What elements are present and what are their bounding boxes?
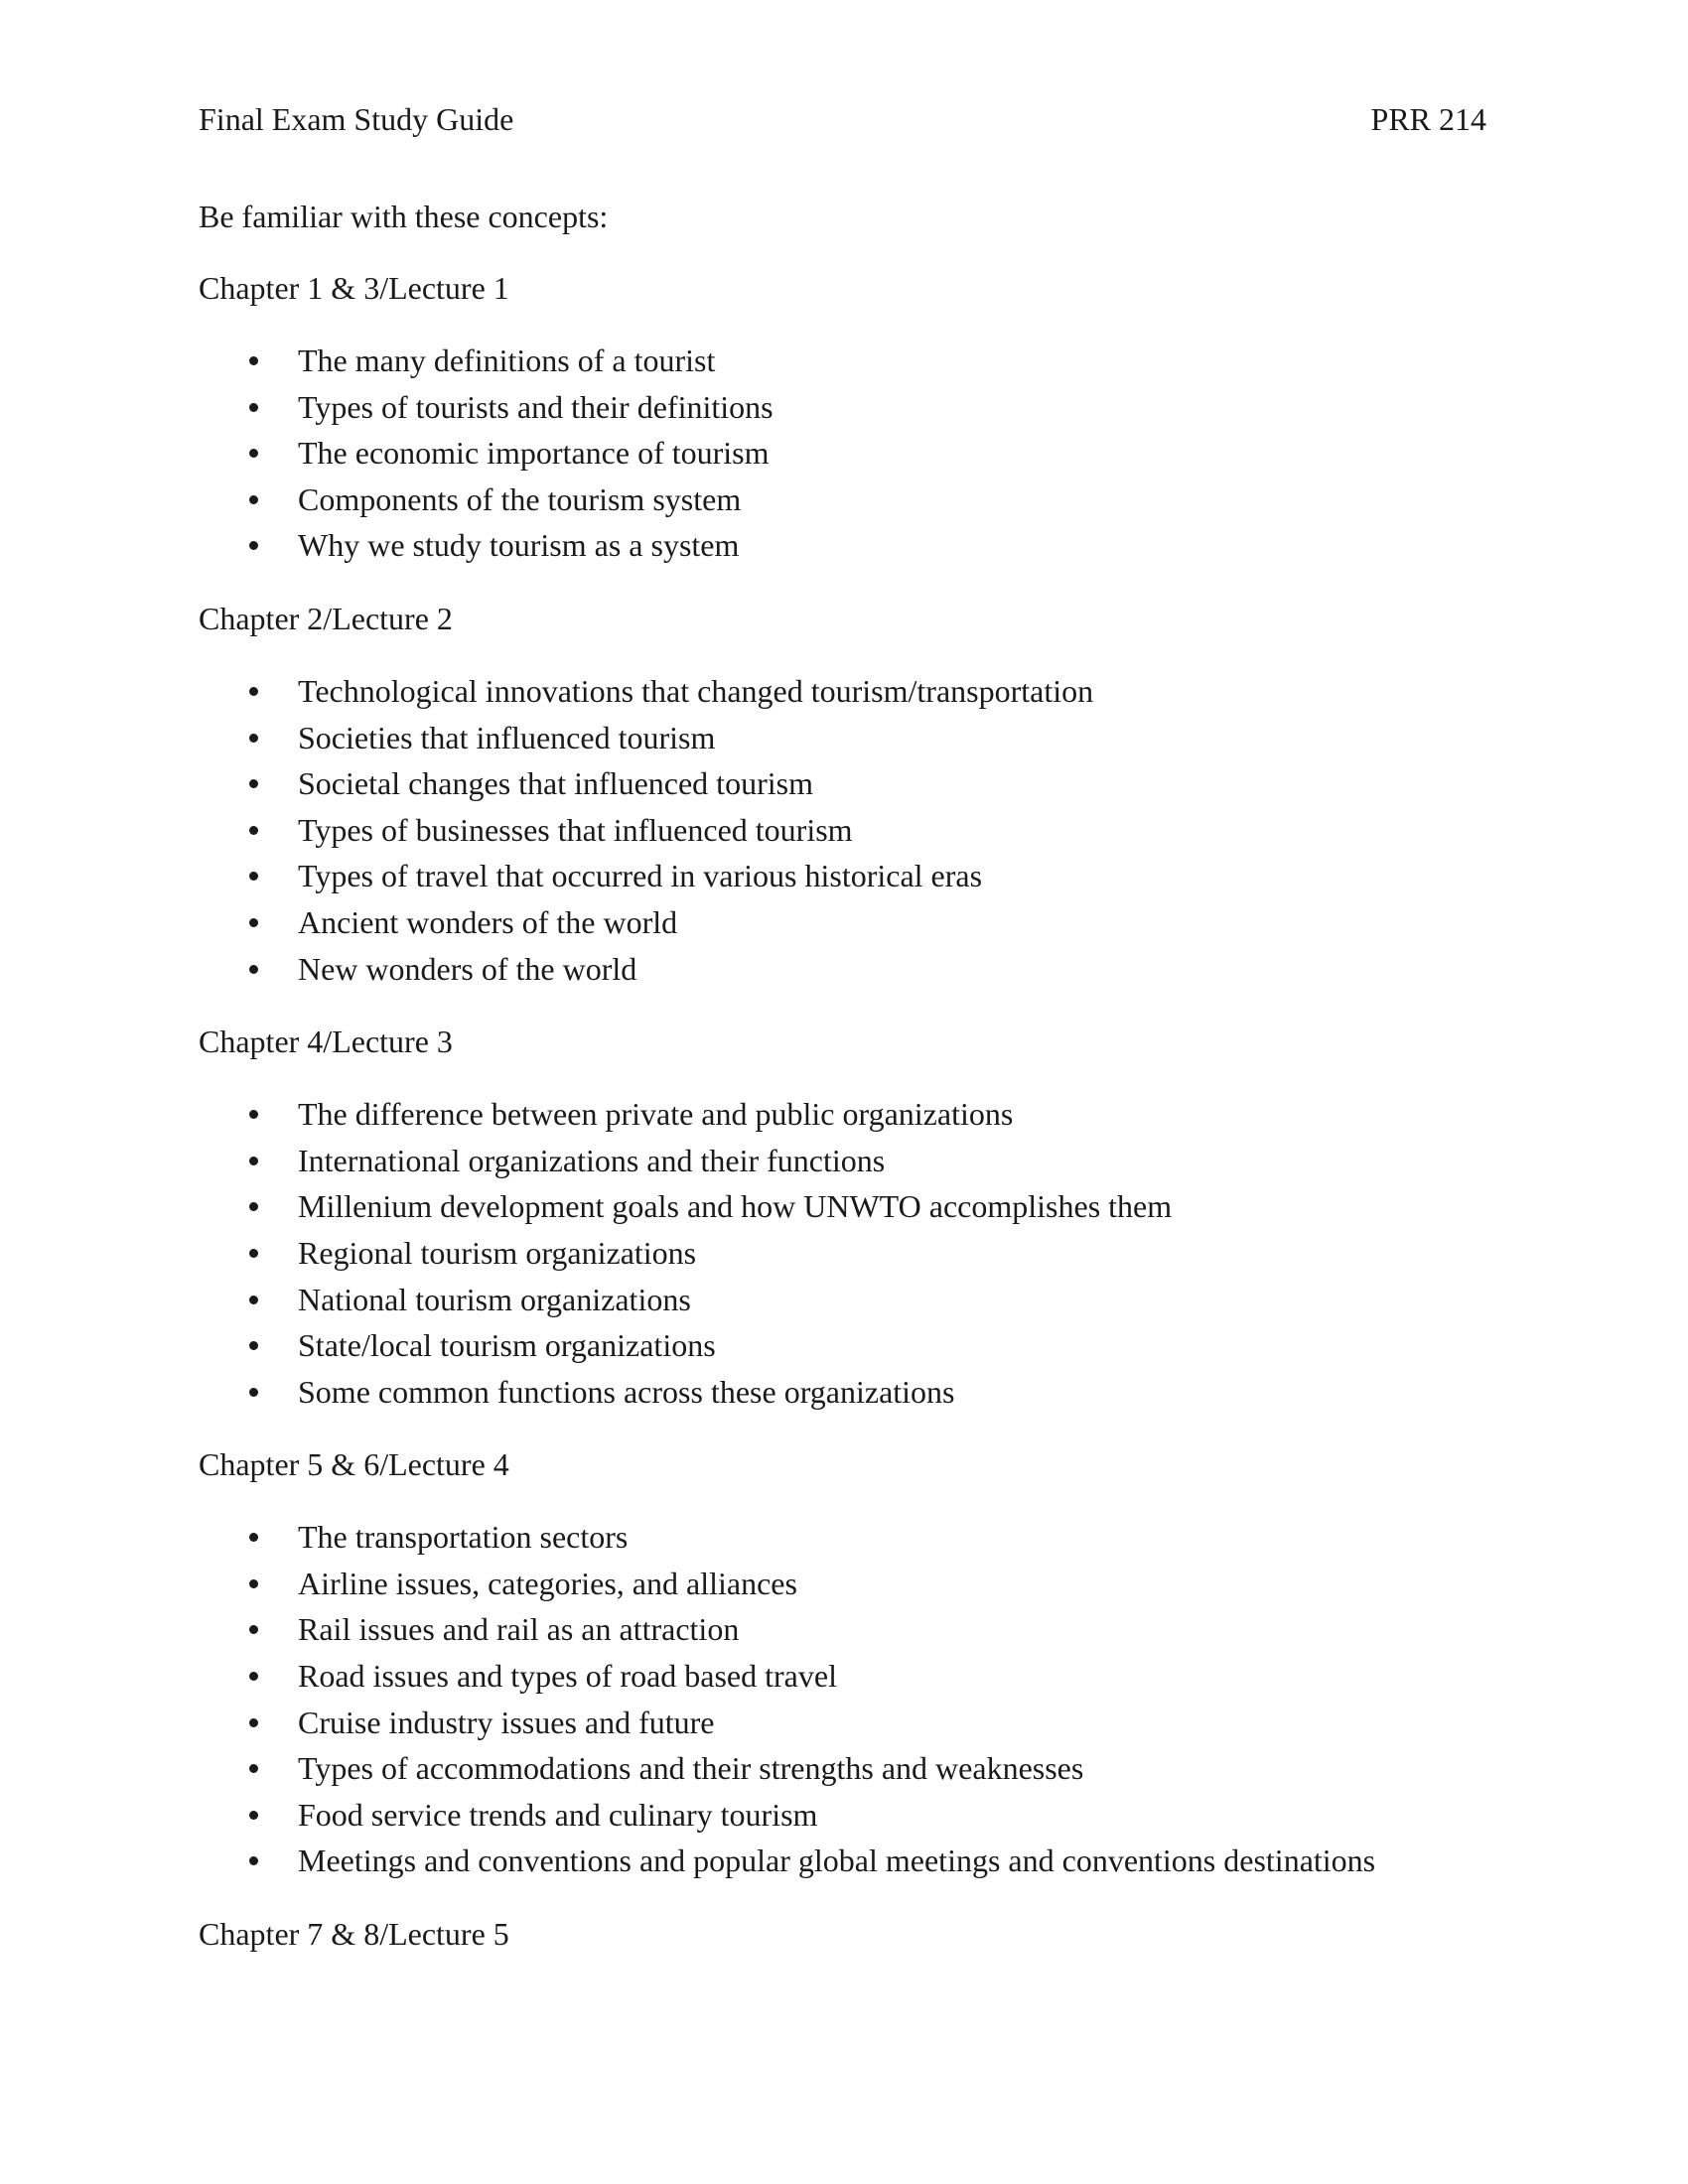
document-body xyxy=(199,195,1489,1956)
list-item: Why we study tourism as a system xyxy=(199,522,1489,569)
list-item: The economic importance of tourism xyxy=(199,430,1489,477)
list-item: Technological innovations that changed tourism/transportation xyxy=(199,668,1489,715)
section-heading: Chapter 4/Lecture 3 xyxy=(199,1024,453,1060)
list-item: Types of accommodations and their strengths and weaknesses xyxy=(199,1745,1489,1792)
list-item: State/local tourism organizations xyxy=(199,1322,1489,1369)
list-item: Societies that influenced tourism xyxy=(199,715,1489,761)
course-code: PRR 214 xyxy=(1370,101,1486,137)
list-item: Types of tourists and their definitions xyxy=(199,384,1489,431)
bullet-list xyxy=(199,1514,1489,1884)
sections-container xyxy=(199,266,1489,1956)
page-header xyxy=(199,97,1486,141)
list-item: Ancient wonders of the world xyxy=(199,899,1489,946)
bullet-list xyxy=(199,668,1489,992)
list-item: Types of travel that occurred in various historical eras xyxy=(199,853,1489,899)
list-item: Meetings and conventions and popular global meetings and conventions destinations xyxy=(199,1838,1489,1884)
section-heading: Chapter 2/Lecture 2 xyxy=(199,600,453,636)
list-item: Road issues and types of road based travel xyxy=(199,1653,1489,1700)
bullet-list xyxy=(199,1091,1489,1415)
list-item: Some common functions across these organizations xyxy=(199,1369,1489,1416)
list-item: New wonders of the world xyxy=(199,946,1489,993)
list-item: Societal changes that influenced tourism xyxy=(199,760,1489,807)
list-item: Rail issues and rail as an attraction xyxy=(199,1606,1489,1653)
intro-text: Be familiar with these concepts: xyxy=(199,199,609,234)
bullet-list xyxy=(199,338,1489,569)
list-item: Food service trends and culinary tourism xyxy=(199,1792,1489,1839)
section-heading: Chapter 1 & 3/Lecture 1 xyxy=(199,270,509,306)
list-item: Regional tourism organizations xyxy=(199,1230,1489,1277)
list-item: Millenium development goals and how UNWTO accomplishes them xyxy=(199,1183,1489,1230)
list-item: International organizations and their functions xyxy=(199,1138,1489,1184)
list-item: Types of businesses that influenced tourism xyxy=(199,807,1489,854)
section-heading: Chapter 7 & 8/Lecture 5 xyxy=(199,1916,509,1953)
list-item: Airline issues, categories, and alliances xyxy=(199,1561,1489,1607)
list-item: The many definitions of a tourist xyxy=(199,338,1489,384)
list-item: The difference between private and public organizations xyxy=(199,1091,1489,1138)
section-heading: Chapter 5 & 6/Lecture 4 xyxy=(199,1446,509,1483)
list-item: Cruise industry issues and future xyxy=(199,1700,1489,1746)
list-item: National tourism organizations xyxy=(199,1277,1489,1323)
list-item: Components of the tourism system xyxy=(199,477,1489,523)
list-item: The transportation sectors xyxy=(199,1514,1489,1561)
document-title: Final Exam Study Guide xyxy=(199,101,514,137)
